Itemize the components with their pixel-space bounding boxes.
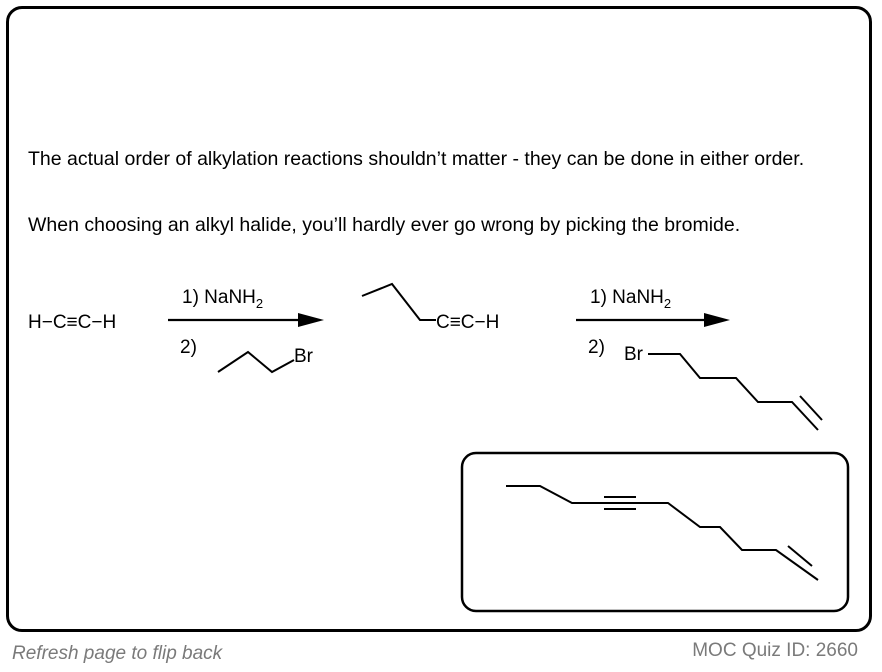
reagent-step2-label-1: 2) [180,337,197,358]
reagent-step2-label-2: 2) [588,337,605,358]
intermediate-alkyne: C≡C−H [436,312,500,333]
bromohexene-double-bond [800,396,822,420]
quiz-id: MOC Quiz ID: 2660 [692,640,858,661]
paragraph-bromide: When choosing an alkyl halide, you’ll hardly ever go wrong by picking the bromide. [28,214,741,236]
bromine-atom-2: Br [624,344,643,365]
reagent-nanh2-1: 1) NaNH$_2$ [182,287,264,311]
acetylene-formula: H−C≡C−H [28,312,117,333]
reaction-arrow-2 [576,313,730,327]
paragraph-order: The actual order of alkylation reactions shouldn’t matter - they can be done in either order. [28,148,805,170]
propyl-chain [218,352,294,372]
reagent-nanh2-2: 1) NaNH$_2$ [590,287,672,311]
product-box [462,453,848,611]
product-structure [506,486,818,580]
refresh-hint: Refresh page to flip back [12,643,223,664]
intermediate-propyl-chain [362,284,436,320]
reaction-arrow-1 [168,313,324,327]
bromine-atom-1: Br [294,346,313,367]
bromohexene-chain [648,354,818,430]
